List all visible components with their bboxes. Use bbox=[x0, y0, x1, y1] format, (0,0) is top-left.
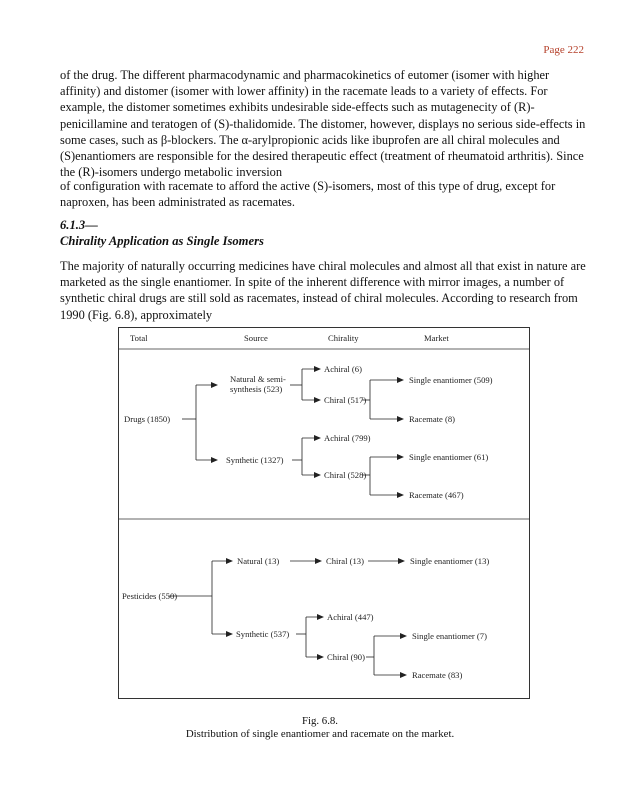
header-chirality: Chirality bbox=[328, 333, 359, 343]
page-number: Page 222 bbox=[543, 44, 584, 56]
header-source: Source bbox=[244, 333, 268, 343]
paragraph-2: of configuration with racemate to afford the active (S)-isomers, most of this type of drug, except for naproxen, has been administrated as racemates. bbox=[60, 179, 556, 210]
drugs-natural-chiral: Chiral (517) bbox=[324, 395, 367, 405]
pesticides-total: Pesticides (550) bbox=[122, 591, 178, 601]
section-number: 6.1.3— bbox=[60, 218, 98, 232]
drugs-natural-line2: synthesis (523) bbox=[230, 384, 283, 394]
figure-caption: Distribution of single enantiomer and racemate on the market. bbox=[185, 728, 455, 740]
paragraph-3: The majority of naturally occurring medicines have chiral molecules and almost all that exist in nature are marketed as the single enantiomer. In spite of the inherent difference with mirror images, a number of synthetic chiral drugs are still sold as racemates, instead of chiral molecules. According to research from 1990 (Fig. 6.8), approximately bbox=[60, 259, 586, 322]
header-total: Total bbox=[130, 333, 148, 343]
drugs-tree bbox=[182, 369, 403, 495]
pesticides-natural: Natural (13) bbox=[237, 556, 280, 566]
section-title: Chirality Application as Single Isomers bbox=[60, 234, 264, 248]
drugs-synthetic: Synthetic (1327) bbox=[226, 455, 284, 465]
pesticides-synthetic-racemate: Racemate (83) bbox=[412, 670, 463, 680]
pesticides-synthetic-achiral: Achiral (447) bbox=[327, 612, 374, 622]
pesticides-synthetic: Synthetic (537) bbox=[236, 629, 290, 639]
pesticides-natural-single: Single enantiomer (13) bbox=[410, 556, 490, 566]
pesticides-synthetic-single: Single enantiomer (7) bbox=[412, 631, 487, 641]
drugs-natural-single: Single enantiomer (509) bbox=[409, 375, 493, 385]
chirality-distribution-diagram bbox=[118, 327, 530, 699]
drugs-natural-racemate: Racemate (8) bbox=[409, 414, 456, 424]
figure-number: Fig. 6.8. bbox=[302, 715, 338, 727]
pesticides-synthetic-chiral: Chiral (90) bbox=[327, 652, 365, 662]
drugs-synthetic-chiral: Chiral (528) bbox=[324, 470, 367, 480]
pesticides-natural-chiral: Chiral (13) bbox=[326, 556, 364, 566]
drugs-natural-line1: Natural & semi- bbox=[230, 374, 286, 384]
drugs-synthetic-achiral: Achiral (799) bbox=[324, 433, 371, 443]
header-market: Market bbox=[424, 333, 449, 343]
drugs-synthetic-single: Single enantiomer (61) bbox=[409, 452, 489, 462]
drugs-natural-achiral: Achiral (6) bbox=[324, 364, 362, 374]
drugs-synthetic-racemate: Racemate (467) bbox=[409, 490, 464, 500]
paragraph-1: of the drug. The different pharmacodynamic and pharmacokinetics of eutomer (isomer with higher affinity) and distomer (isomer with lower affinity) in the racemate leads to a variety of effects. For example, the distomer sometimes exhibits undesirable side-effects such as mutagenecity of (R)-penicillamine and teratogen of (S)-thalidomide. The distomer, however, displays no serious side-effects in some cases, such as β-blockers. The α-arylpropionic acids like ibuprofen are all chiral molecules and (S)enantiomers are responsible for the desired therapeutic effect (treatment of rheumatoid arthritis). Since the (R)-isomers undergo metabolic inversion bbox=[60, 68, 586, 180]
drugs-total: Drugs (1850) bbox=[124, 414, 171, 424]
